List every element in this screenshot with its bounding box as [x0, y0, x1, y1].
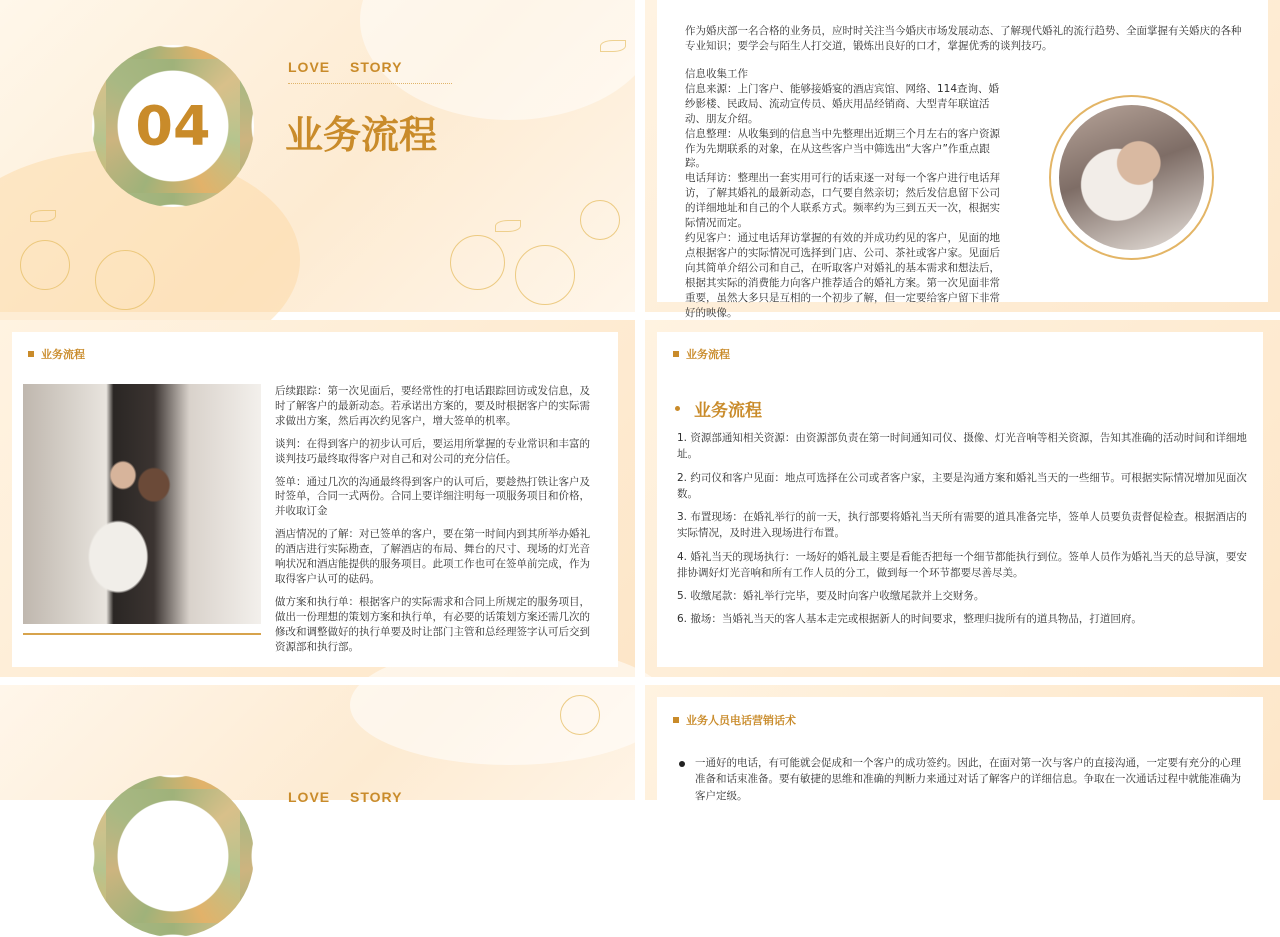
- flower-decor-icon: [450, 235, 505, 290]
- slide-header-label: 业务流程: [41, 348, 85, 361]
- slide-title-04[interactable]: [0, 0, 635, 312]
- step-item: 1. 资源部通知相关资源：由资源部负责在第一时间通知司仪、摄像、灯光音响等相关资源，告知其准确的活动时间和详细地址。: [677, 432, 1247, 461]
- bride-photo-image: [1059, 105, 1204, 250]
- phone-sales-text: 一通好的电话，有可能就会促成和一个客户的成功签约。因此，在面对第一次与客户的直接沟通，一定要有充分的心理准备和话束准备。要有敏捷的思维和准确的判断力来通过对话了解客户的详细信息。争取在一次通话过程中就能准确为客户定级。: [695, 757, 1241, 802]
- slide-execution-steps[interactable]: [645, 320, 1280, 677]
- bullet-dot-icon: [675, 406, 680, 411]
- couple-photo: [23, 384, 261, 624]
- leaf-decor-icon: [600, 40, 626, 52]
- decor-blob: [360, 0, 660, 120]
- dotted-divider: [288, 83, 452, 84]
- info-line: 电话拜访：整理出一套实用可行的话束逐一对每一个客户进行电话拜访，了解其婚礼的最新动态，口气要自然亲切；然后发信息留下公司的详细地址和自己的个人联系方式。频率约为三到五天一次，根据实际情况而定。: [685, 172, 1000, 230]
- step-item: 4. 婚礼当天的现场执行：一场好的婚礼最主要是看能否把每一个细节都能执行到位。签单人员作为婚礼当天的总导演，要安排协调好灯光音响和所有工作人员的分工，做到每一个环节都要尽善尽美。: [677, 550, 1247, 579]
- leaf-decor-icon: [495, 220, 521, 232]
- slide-follow-up[interactable]: [0, 320, 635, 677]
- step-item: 3. 布置现场：在婚礼举行的前一天，执行部要将婚礼当天所有需要的道具准备完毕，签单人员要负责督促检查。根据酒店的实际情况，及时进入现场进行布置。: [677, 511, 1247, 540]
- slide-header: [673, 346, 730, 362]
- content-title-label: 业务流程: [694, 401, 762, 421]
- content-card: [12, 332, 618, 667]
- photo-underline: [23, 633, 261, 635]
- slide-info-collection[interactable]: [645, 0, 1280, 319]
- bride-photo: [1049, 95, 1214, 260]
- love-label: LOVE: [288, 789, 331, 805]
- decor-blob: [350, 645, 670, 765]
- header-square-icon: [673, 351, 679, 357]
- flower-decor-icon: [560, 695, 600, 735]
- section-number: 04: [135, 94, 211, 158]
- process-paragraph: 谈判：在得到客户的初步认可后，要运用所掌握的专业常识和丰富的谈判技巧最终取得客户对自己和对公司的充分信任。: [275, 437, 590, 465]
- info-line: 信息整理：从收集到的信息当中先整理出近期三个月左右的客户资源作为先期联系的对象，在从这些客户当中筛选出“大客户”作重点跟踪。: [685, 127, 1000, 170]
- steps-list: [677, 430, 1249, 635]
- flower-decor-icon: [20, 240, 70, 290]
- slide-title-partial[interactable]: [0, 685, 635, 805]
- love-label: LOVE: [288, 59, 331, 75]
- slide-header: [28, 346, 85, 362]
- story-label: STORY: [350, 59, 403, 75]
- flower-decor-icon: [580, 200, 620, 240]
- flower-decor-icon: [515, 245, 575, 305]
- process-paragraph: 签单：通过几次的沟通最终得到客户的认可后，要趁热打铁让客户及时签单，合同一式两份。合同上要详细注明每一项服务项目和价格，并收取订金: [275, 475, 590, 518]
- leaf-decor-icon: [30, 210, 56, 222]
- step-item: 6. 撤场：当婚礼当天的客人基本走完或根据新人的时间要求，整理归拢所有的道具物品，打道回府。: [677, 613, 1142, 626]
- content-title: [675, 396, 762, 421]
- process-paragraph: 做方案和执行单：根据客户的实际需求和合同上所规定的服务项目，做出一份理想的策划方案和执行单，有必要的话策划方案还需几次的修改和调整做好的执行单要及时让部门主管和总经理签字认可后交到资源部和执行部。: [275, 595, 590, 653]
- wreath-icon: [92, 45, 254, 207]
- info-list: [685, 67, 1005, 320]
- header-square-icon: [28, 351, 34, 357]
- process-paragraph: 后续跟踪：第一次见面后，要经常性的打电话跟踪回访或发信息，及时了解客户的最新动态。若承诺出方案的，要及时根据客户的实际需求做出方案，然后再次约见客户，增大签单的机率。: [275, 385, 590, 427]
- intro-text: 作为婚庆部一名合格的业务员，应时时关注当今婚庆市场发展动态、了解现代婚礼的流行趋势、全面掌握有关婚庆的各种专业知识；要学会与陌生人打交道，锻炼出良好的口才，掌握优秀的谈判技巧。: [685, 25, 1242, 52]
- header-square-icon: [673, 717, 679, 723]
- slide-header-label: 业务流程: [686, 348, 730, 361]
- story-label: STORY: [350, 789, 403, 805]
- step-item: 5. 收缴尾款：婚礼举行完毕，要及时向客户收缴尾款并上交财务。: [677, 590, 985, 603]
- content-card: [657, 332, 1263, 667]
- slide-header-label: 业务人员电话营销话术: [686, 714, 796, 727]
- flower-decor-icon: [95, 250, 155, 310]
- info-line: 信息收集工作: [685, 68, 748, 80]
- slide-header: [673, 712, 796, 728]
- step-item: 2. 约司仪和客户见面：地点可选择在公司或者客户家，主要是沟通方案和婚礼当天的一些细节。可根据实际情况增加见面次数。: [677, 471, 1247, 500]
- process-paragraphs: [275, 384, 595, 655]
- slide-phone-sales[interactable]: [645, 685, 1280, 800]
- wreath-icon: [92, 775, 254, 937]
- bullet-dot-icon: [679, 761, 685, 767]
- info-line: 约见客户：通过电话拜访掌握的有效的并成功约见的客户，见面的地点根据客户的实际情况可选择到门店、公司、茶社或客户家。见面后向其简单介绍公司和自己，在听取客户对婚礼的基本需求和想法后，根据其实际的消费能力向客户推荐适合的婚礼方案。第一次见面非常重要，虽然大多只是互相的一个初步了解，但一定要给客户留下非常好的映像。: [685, 231, 1000, 319]
- content-card: [657, 697, 1263, 800]
- section-title: 业务流程: [285, 113, 438, 157]
- content-card: [657, 0, 1268, 319]
- process-paragraph: 酒店情况的了解：对已签单的客户，要在第一时间内到其所举办婚礼的酒店进行实际勘查，了解酒店的布局、舞台的尺寸、现场的灯光音响状况和酒店能提供的服务项目。此项工作也可在签单前完成，作为取得客户认可的砝码。: [275, 528, 590, 585]
- info-line: 信息来源：上门客户、能够接婚宴的酒店宾馆、网络、114查询、婚纱影楼、民政局、流动宣传员、婚庆用品经销商、大型青年联谊活动、朋友介绍。: [685, 82, 1000, 125]
